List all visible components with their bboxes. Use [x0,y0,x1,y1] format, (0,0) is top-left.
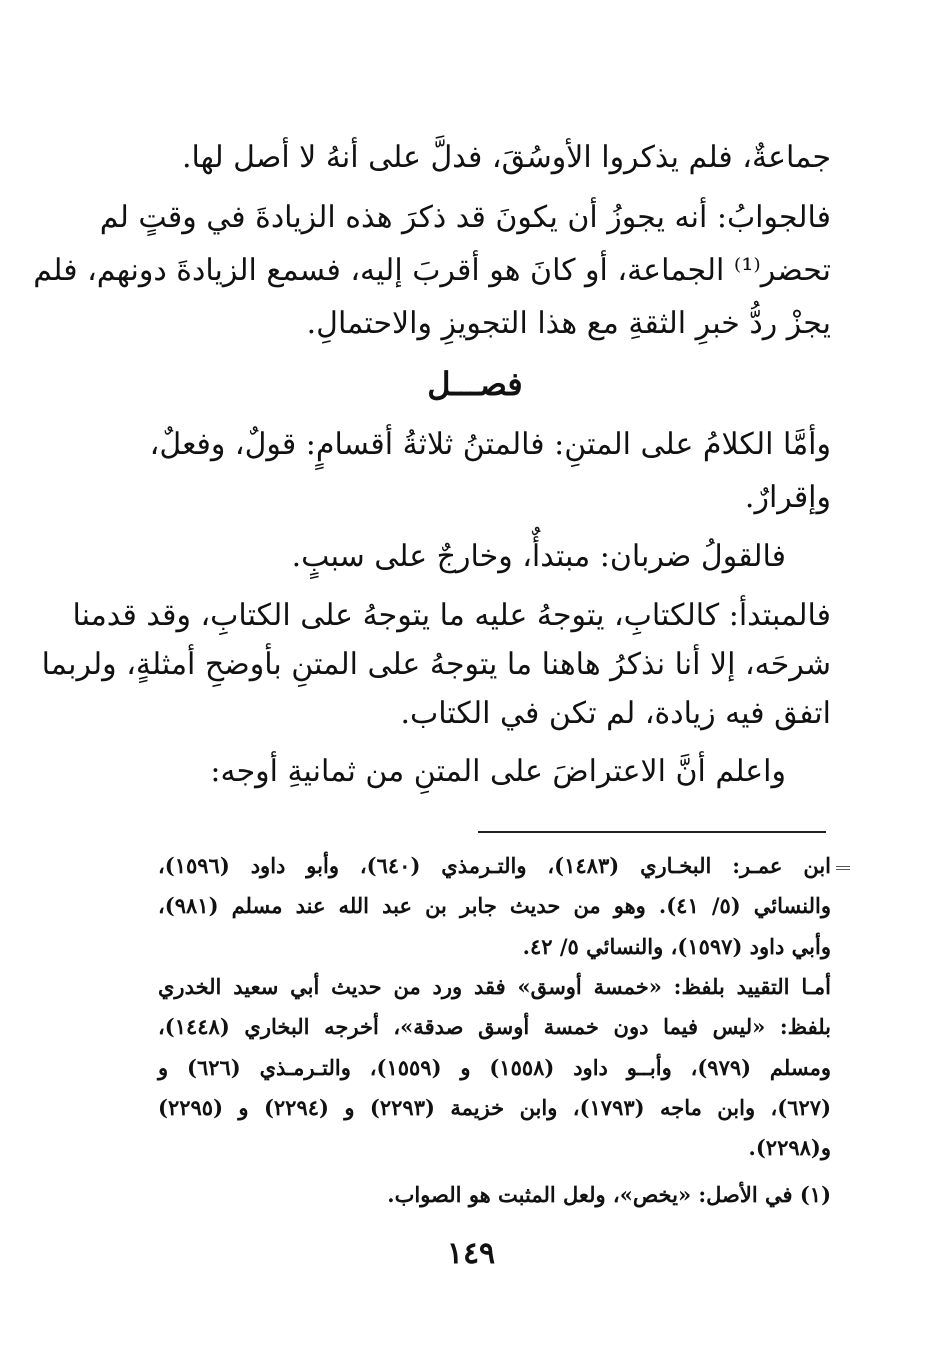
page-number: ١٤٩ [446,1236,496,1271]
footnote-line-2: والنسائي (٥/ ٤١). وهو من حديث جابر بن عبد الله عند مسلم (٩٨١)، [158,893,831,918]
body-line-8: فالمبتدأ: كالكتابِ، يتوجهُ عليه ما يتوجهُ على الكتابِ، وقد قدمنا [72,598,831,633]
body-line-7: فالقولُ ضربان: مبتدأٌ، وخارجٌ على سببٍ. [291,539,786,574]
footnote-line-6: ومسلم (٩٧٩)، وأبــو داود (١٥٥٨) و (١٥٥٩)، والتـرمـذي (٦٢٦) و [158,1055,831,1080]
body-line-5: وأمَّا الكلامُ على المتنِ: فالمتنُ ثلاثةُ أقسامٍ: قولٌ، وفعلٌ، [149,427,831,462]
body-line-11: واعلم أنَّ الاعتراضَ على المتنِ من ثمانيةِ أوجه: [210,754,786,789]
footnote-line-3: وأبي داود (١٥٩٧)، والنسائي ٥/ ٤٢. [522,934,831,959]
footnote-1: (١) في الأصل: «يخص»، ولعل المثبت هو الصواب. [387,1182,831,1207]
footnote-separator [478,831,826,833]
body-line-9: شرحَه، إلا أنا نذكرُ هاهنا ما يتوجهُ على المتنِ بأوضحِ أمثلةٍ، ولربما [41,647,831,682]
footnote-line-4: أمـا التقييد بلفظ: «خمسة أوسق» فقد ورد من حديث أبي سعيد الخدري [158,974,831,999]
body-line-1: جماعةٌ، فلم يذكروا الأوسُقَ، فدلَّ على أنهُ لا أصل لها. [181,140,831,175]
body-line-6: وإقرارٌ. [744,480,831,515]
footnote-line-5: بلفظ: «ليس فيما دون خمسة أوسق صدقة»، أخرجه البخاري (١٤٤٨)، [158,1014,831,1039]
body-line-10: اتفق فيه زيادة، لم تكن في الكتاب. [400,696,831,731]
body-line-2: فالجوابُ: أنه يجوزُ أن يكونَ قد ذكرَ هذه الزيادةَ في وقتٍ لم [99,200,831,235]
footnote-line-1: ابن عمـر: البخـاري (١٤٨٣)، والتـرمذي (٦٤٠)، وأبو داود (١٥٩٦)، [158,853,832,878]
footnote-line-8: و(٢٢٩٨). [748,1135,831,1160]
body-line-3: تحضر⁽¹⁾ الجماعة، أو كانَ هو أقربَ إليه، فسمع الزيادةَ دونهم، فلم [33,253,831,288]
footnote-line-7: (٦٢٧)، وابن ماجه (١٧٩٣)، وابن خزيمة (٢٢٩٣) و (٢٢٩٤) و (٢٢٩٥) [158,1095,832,1120]
body-line-4: يجزْ ردُّ خبرِ الثقةِ مع هذا التجويزِ والاحتمالِ. [306,306,831,341]
continuation-mark [836,866,850,870]
section-heading: فصـــل [427,365,523,403]
